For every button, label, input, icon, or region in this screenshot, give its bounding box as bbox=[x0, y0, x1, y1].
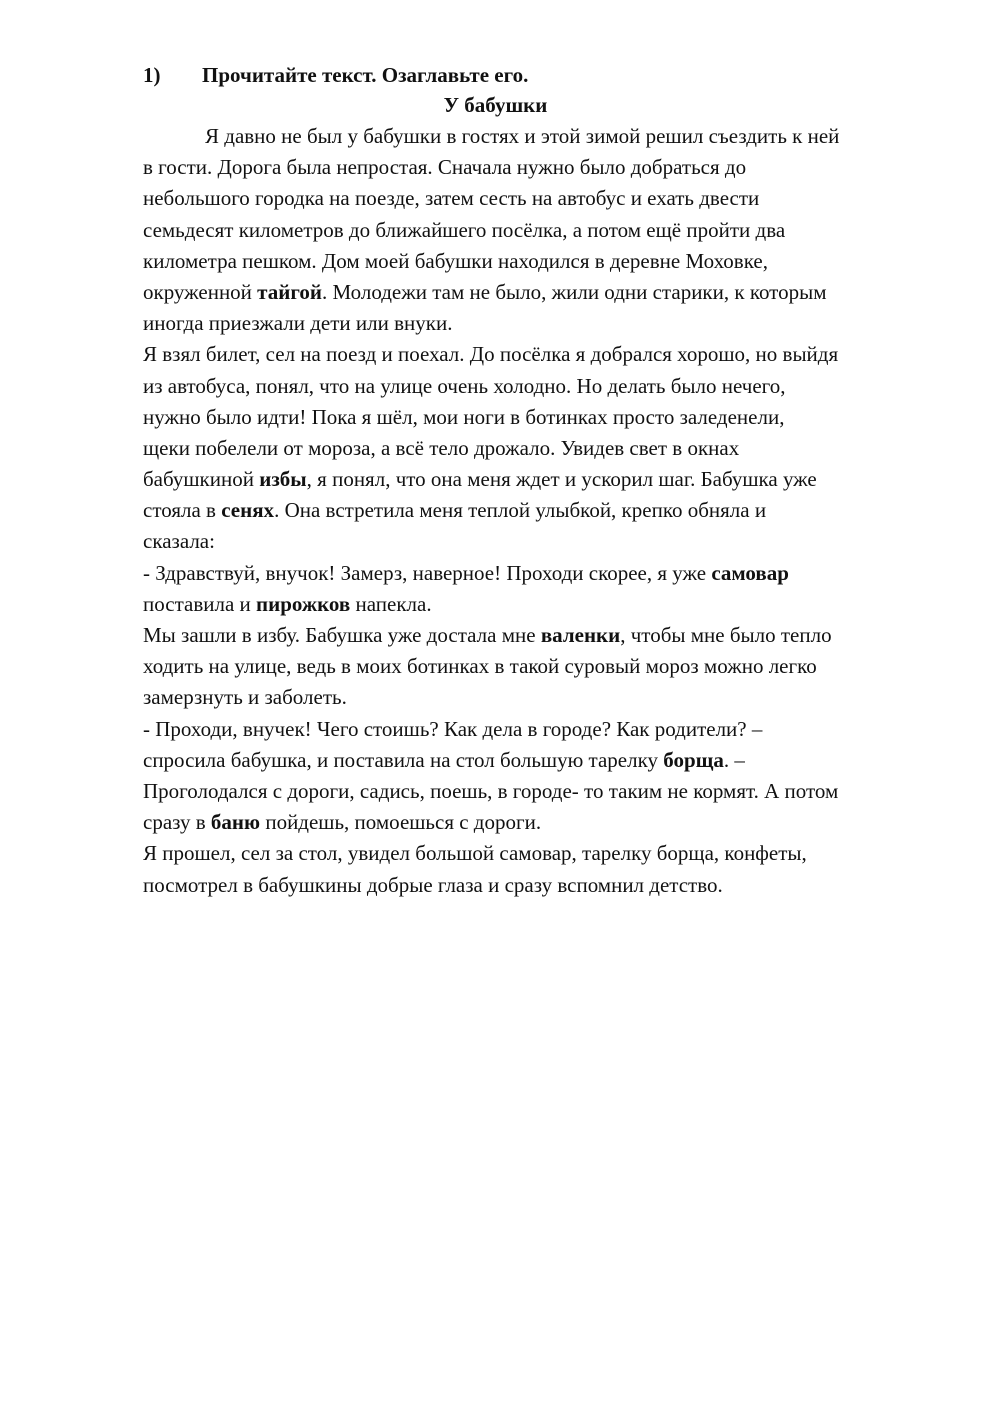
text-segment: километра пешком. Дом моей бабушки находился в деревне Моховке, bbox=[143, 248, 768, 273]
text-segment: иногда приезжали дети или внуки. bbox=[143, 311, 453, 336]
text-line bbox=[143, 308, 973, 339]
text-line bbox=[143, 339, 973, 370]
text-segment: . Молодежи там не было, жили одни старики, к которым bbox=[321, 279, 827, 304]
task-instruction: Прочитайте текст. Озаглавьте его. bbox=[202, 63, 529, 87]
text-line bbox=[143, 121, 973, 152]
text-segment: семьдесят километров до ближайшего посёлка, а потом ещё пройти два bbox=[143, 217, 786, 242]
text-segment: - Проходи, внучек! Чего стоишь? Как дела в городе? Как родители? – bbox=[143, 716, 763, 741]
text-segment: , чтобы мне было тепло bbox=[620, 623, 832, 647]
text-line bbox=[143, 682, 973, 713]
text-segment: щеки побелели от мороза, а всё тело дрожало. Увидев свет в окнах bbox=[143, 435, 740, 460]
text-line bbox=[143, 776, 973, 807]
story-title: У бабушки bbox=[443, 93, 548, 117]
text-segment: пойдешь, помоешься с дороги. bbox=[260, 810, 542, 835]
text-line bbox=[143, 402, 973, 433]
bold-word: самовар bbox=[711, 560, 789, 585]
text-line bbox=[143, 651, 973, 682]
bold-word: баню bbox=[210, 810, 261, 835]
text-line bbox=[143, 558, 973, 589]
text-line bbox=[143, 589, 973, 620]
text-line bbox=[143, 495, 973, 526]
text-segment: спросила бабушка, и поставила на стол большую тарелку bbox=[143, 747, 664, 772]
bold-word: сенях bbox=[221, 498, 275, 523]
text-segment: Я прошел, сел за стол, увидел большой самовар, тарелку борща, конфеты, bbox=[143, 841, 807, 866]
text-segment: . Она встретила меня теплой улыбкой, крепко обняла и bbox=[274, 498, 767, 523]
text-segment: - Здравствуй, внучок! Замерз, наверное! Проходи скорее, я уже bbox=[143, 560, 712, 585]
text-segment: . – bbox=[723, 747, 745, 772]
text-line bbox=[143, 745, 973, 776]
text-line bbox=[143, 183, 973, 214]
bold-word: валенки bbox=[540, 623, 621, 647]
bold-word: избы bbox=[259, 467, 307, 492]
text-segment: небольшого городка на поезде, затем сесть на автобус и ехать двести bbox=[143, 186, 760, 211]
text-segment: сказала: bbox=[143, 529, 215, 554]
text-segment: бабушкиной bbox=[143, 467, 260, 492]
text-segment: Я взял билет, сел на поезд и поехал. До посёлка я добрался хорошо, но выйдя bbox=[143, 342, 839, 367]
text-line bbox=[143, 464, 973, 495]
bold-word: пирожков bbox=[256, 591, 351, 616]
text-line bbox=[143, 246, 973, 277]
text-line bbox=[143, 526, 973, 557]
text-line bbox=[143, 620, 973, 651]
text-segment: сразу в bbox=[143, 810, 211, 835]
bold-word: борща bbox=[663, 747, 724, 772]
text-segment: в гости. Дорога была непростая. Сначала нужно было добраться до bbox=[143, 155, 747, 180]
task-number: 1) bbox=[143, 63, 161, 87]
text-segment: ходить на улице, ведь в моих ботинках в такой суровый мороз можно легко bbox=[143, 654, 817, 679]
text-segment: из автобуса, понял, что на улице очень холодно. Но делать было нечего, bbox=[143, 373, 786, 398]
text-line bbox=[143, 433, 973, 464]
text-segment: , я понял, что она меня ждет и ускорил шаг. Бабушка уже bbox=[306, 467, 817, 492]
text-line bbox=[143, 215, 973, 246]
text-line bbox=[143, 277, 973, 308]
text-segment: замерзнуть и заболеть. bbox=[143, 685, 347, 710]
text-line bbox=[143, 807, 973, 838]
text-line bbox=[143, 838, 973, 869]
text-line bbox=[143, 870, 973, 901]
text-line bbox=[143, 714, 973, 745]
text-segment: напекла. bbox=[350, 591, 432, 616]
text-segment: Мы зашли в избу. Бабушка уже достала мне bbox=[143, 623, 541, 647]
bold-word: тайгой bbox=[257, 279, 322, 304]
text-segment: нужно было идти! Пока я шёл, мои ноги в ботинках просто заледенели, bbox=[143, 404, 785, 429]
text-segment: Проголодался с дороги, садись, поешь, в городе- то таким не кормят. А потом bbox=[143, 778, 839, 803]
text-segment: поставила и bbox=[143, 591, 257, 616]
text-line bbox=[143, 152, 973, 183]
text-line bbox=[143, 371, 973, 402]
text-segment: посмотрел в бабушкины добрые глаза и сразу вспомнил детство. bbox=[143, 872, 723, 897]
text-segment: Я давно не был у бабушки в гостях и этой зимой решил съездить к ней bbox=[205, 124, 840, 148]
task-heading bbox=[143, 61, 528, 89]
text-segment: окруженной bbox=[143, 279, 258, 304]
story-text bbox=[143, 121, 973, 901]
text-segment: стояла в bbox=[143, 498, 222, 523]
